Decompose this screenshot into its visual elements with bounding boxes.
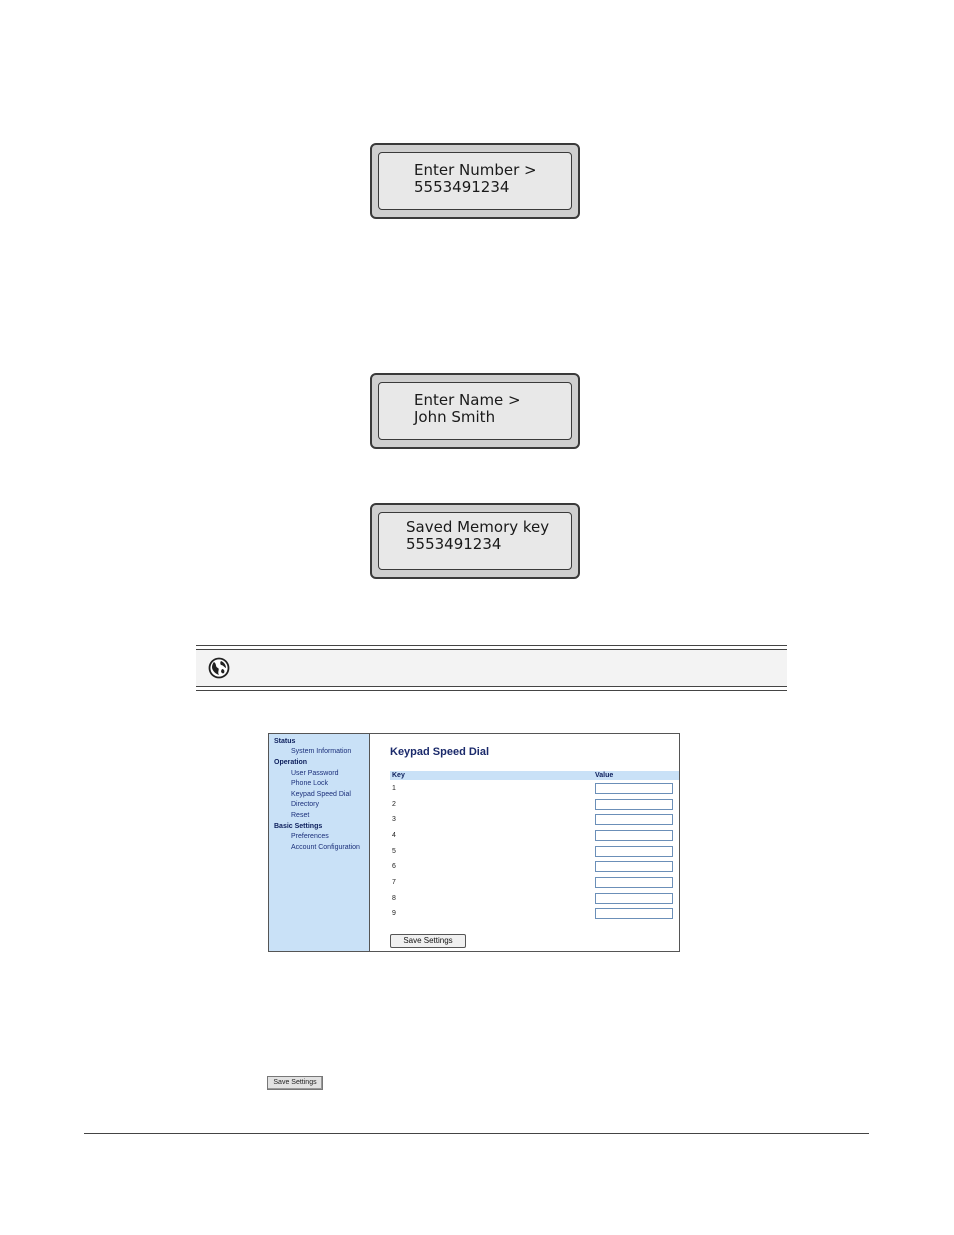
key-label-4: 4 — [392, 832, 396, 839]
sidebar-item-user-password[interactable]: User Password — [291, 770, 339, 777]
sidebar-item-directory[interactable]: Directory — [291, 801, 320, 808]
sidebar-item-account-configuration[interactable]: Account Configuration — [291, 844, 360, 851]
sidebar-item-phone-lock[interactable]: Phone Lock — [291, 780, 328, 787]
sidebar-item-preferences[interactable]: Preferences — [291, 833, 329, 840]
lcd-screen-enter-name — [370, 373, 580, 449]
key-label-8: 8 — [392, 895, 396, 902]
value-input-1[interactable] — [595, 783, 673, 794]
inline-save-settings-button[interactable]: Save Settings — [267, 1076, 323, 1090]
key-label-1: 1 — [392, 785, 396, 792]
lcd-display — [378, 512, 572, 570]
column-header-value: Value — [595, 772, 614, 779]
value-input-6[interactable] — [595, 861, 673, 872]
page-title: Keypad Speed Dial — [390, 746, 490, 758]
value-input-3[interactable] — [595, 814, 673, 825]
lcd-line-2: 5553491234 — [414, 178, 510, 196]
table-header — [390, 771, 679, 780]
key-label-7: 7 — [392, 879, 396, 886]
save-settings-button[interactable]: Save Settings — [390, 934, 466, 948]
footer-rule — [84, 1133, 869, 1134]
value-input-2[interactable] — [595, 799, 673, 810]
lcd-screen-enter-number — [370, 143, 580, 219]
lcd-line-1: Saved Memory key — [406, 518, 550, 536]
sidebar-item-keypad-speed-dial[interactable]: Keypad Speed Dial — [291, 791, 351, 798]
lcd-screen-saved-memory-key — [370, 503, 580, 579]
value-input-7[interactable] — [595, 877, 673, 888]
sidebar-heading-status: Status — [274, 738, 296, 745]
web-ui-note-bar — [196, 645, 787, 691]
sidebar-item-reset[interactable]: Reset — [291, 812, 310, 819]
key-label-9: 9 — [392, 910, 396, 917]
sidebar-heading-basic-settings: Basic Settings — [274, 823, 323, 830]
lcd-display — [378, 382, 572, 440]
value-input-8[interactable] — [595, 893, 673, 904]
web-ui-keypad-speed-dial — [268, 733, 680, 952]
key-label-6: 6 — [392, 863, 396, 870]
web-ui-sidebar — [269, 734, 370, 951]
column-header-key: Key — [392, 772, 405, 779]
lcd-line-1: Enter Name > — [414, 391, 521, 409]
lcd-display — [378, 152, 572, 210]
key-label-5: 5 — [392, 848, 396, 855]
lcd-line-2: John Smith — [414, 408, 496, 426]
globe-icon — [208, 657, 230, 679]
value-input-9[interactable] — [595, 908, 673, 919]
lcd-line-1: Enter Number > — [414, 161, 537, 179]
sidebar-heading-operation: Operation — [274, 759, 308, 766]
note-bar-inner — [196, 649, 787, 687]
sidebar-item-system-information[interactable]: System Information — [291, 748, 352, 755]
value-input-5[interactable] — [595, 846, 673, 857]
key-label-3: 3 — [392, 816, 396, 823]
lcd-line-2: 5553491234 — [406, 535, 502, 553]
value-input-4[interactable] — [595, 830, 673, 841]
key-label-2: 2 — [392, 801, 396, 808]
